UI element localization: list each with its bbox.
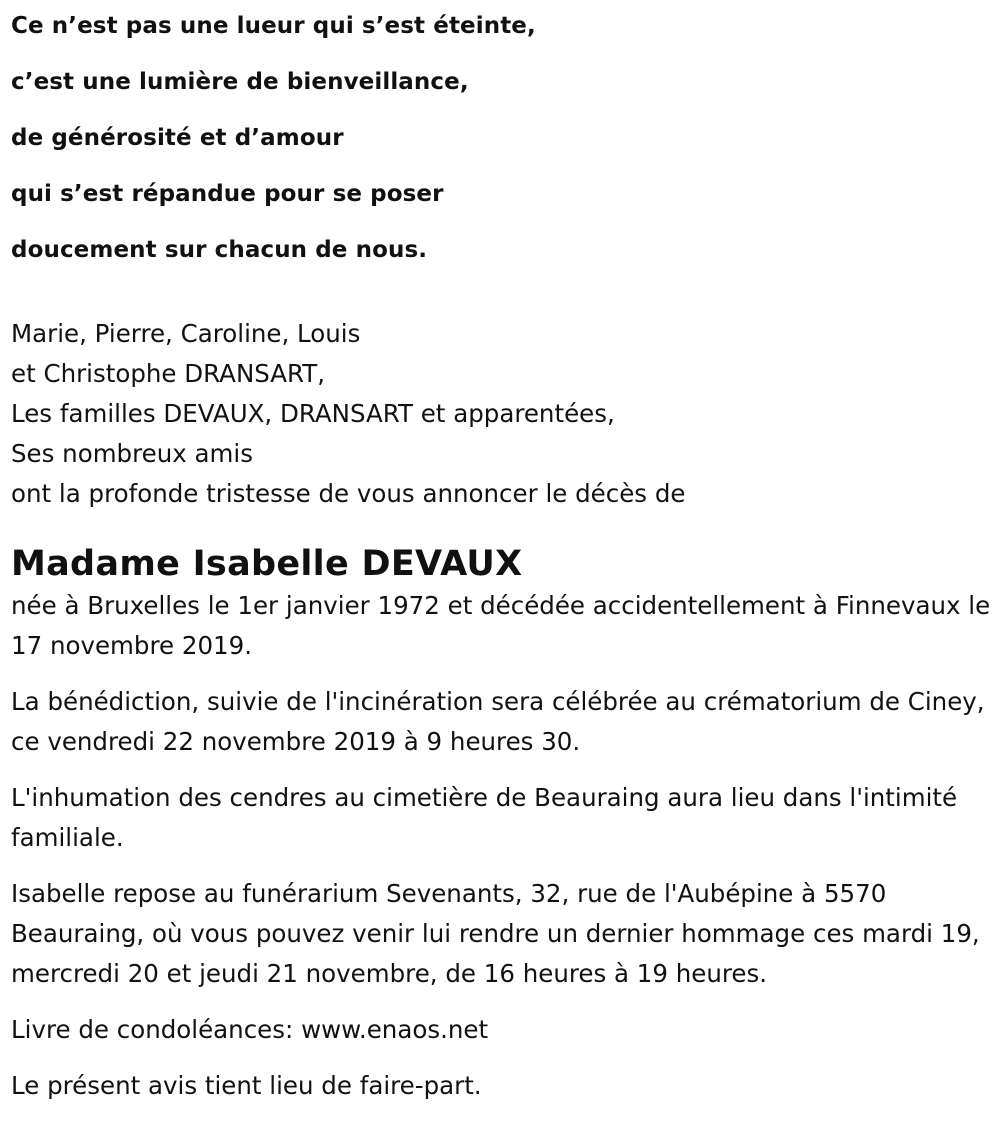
announcement-line: Marie, Pierre, Caroline, Louis bbox=[11, 319, 361, 348]
notice-line: Le présent avis tient lieu de faire-part. bbox=[11, 1071, 482, 1100]
poem-line: qui s’est répandue pour se poser bbox=[11, 181, 444, 207]
poem-line: doucement sur chacun de nous. bbox=[11, 237, 428, 263]
burial-details: L'inhumation des cendres au cimetière de Beauraing aura lieu dans l'intimité familiale. bbox=[11, 783, 958, 852]
poem-line: Ce n’est pas une lueur qui s’est éteinte, bbox=[11, 13, 536, 39]
announcement-line: Les familles DEVAUX, DRANSART et apparentées, bbox=[11, 399, 615, 428]
poem-line: de générosité et d’amour bbox=[11, 125, 344, 151]
announcement-line: Ses nombreux amis bbox=[11, 439, 253, 468]
announcement-line: et Christophe DRANSART, bbox=[11, 359, 326, 388]
poem-line: c’est une lumière de bienveillance, bbox=[11, 69, 469, 95]
blessing-details: La bénédiction, suivie de l'incinération sera célébrée au crématorium de Ciney, ce vendredi 22 novembre 2019 à 9 heures 30. bbox=[11, 687, 985, 756]
announcement-line: ont la profonde tristesse de vous annoncer le décès de bbox=[11, 479, 686, 508]
obituary-notice bbox=[11, 0, 991, 1106]
viewing-details: Isabelle repose au funérarium Sevenants, 32, rue de l'Aubépine à 5570 Beauraing, où vous pouvez venir lui rendre un dernier hommage ces mardi 19, mercredi 20 et jeudi 21 novembre, de 16 heures à 19 heures. bbox=[11, 879, 980, 988]
deceased-name: Madame Isabelle DEVAUX bbox=[11, 544, 523, 584]
condolences-line: Livre de condoléances: www.enaos.net bbox=[11, 1015, 489, 1044]
poem bbox=[11, 0, 991, 280]
birth-death-details: née à Bruxelles le 1er janvier 1972 et décédée accidentellement à Finnevaux le 17 novembre 2019. bbox=[11, 591, 991, 660]
family-announcement bbox=[11, 314, 991, 514]
